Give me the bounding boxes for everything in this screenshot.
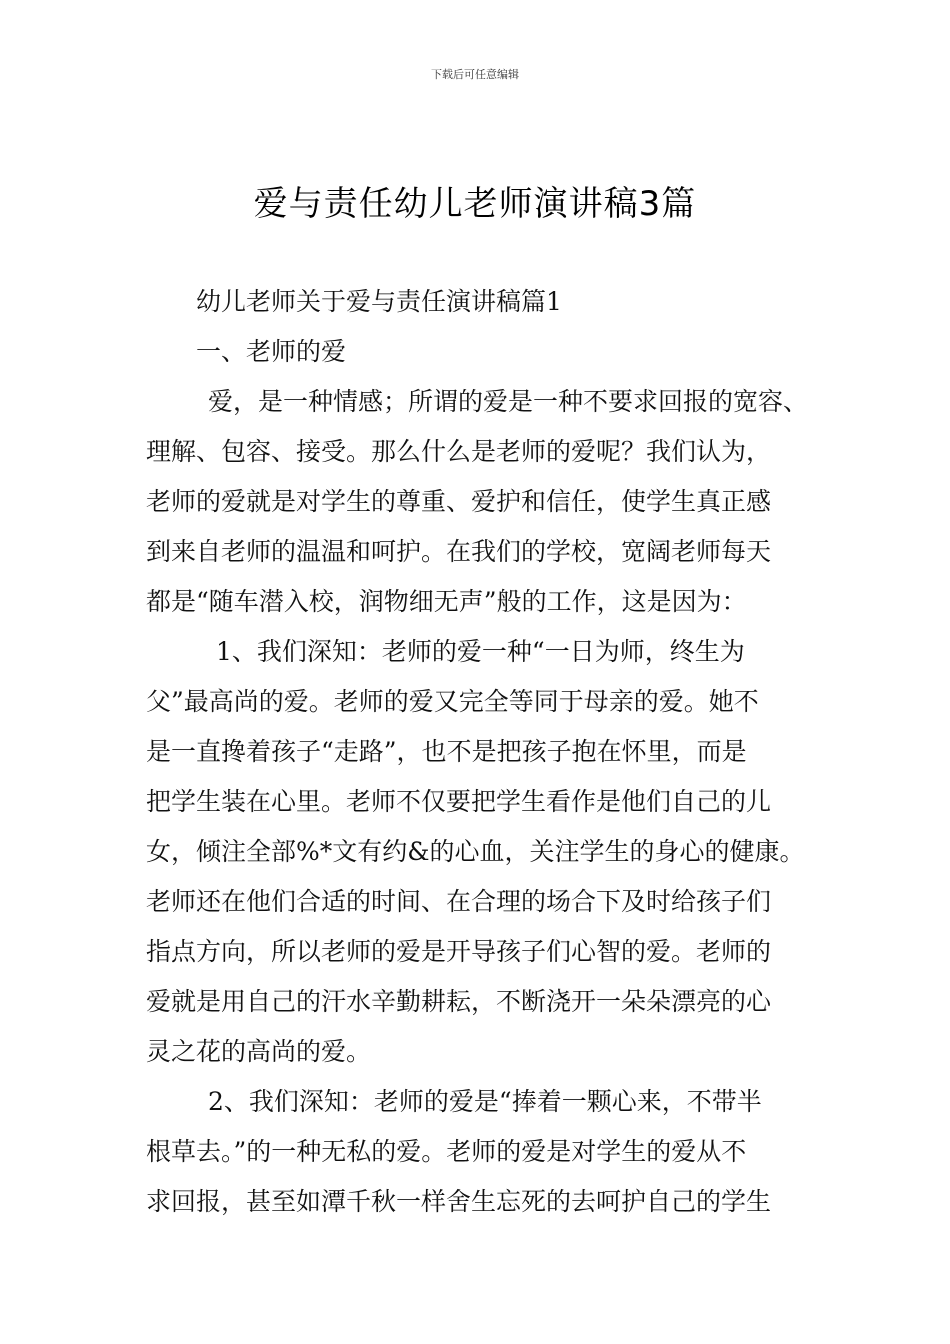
paragraph-line: 根草去。”的一种无私的爱。老师的爱是对学生的爱从不 (146, 1137, 747, 1166)
paragraph-line: 爱就是用自己的汗水辛勤耕耘，不断浇开一朵朵漂亮的心 (146, 987, 772, 1016)
paragraph-line: 理解、包容、接受。那么什么是老师的爱呢？我们认为， (146, 437, 772, 466)
header-note: 下载后可任意编辑 (431, 68, 519, 81)
paragraph-line: 把学生装在心里。老师不仅要把学生看作是他们自己的儿 (146, 787, 772, 816)
paragraph-line: 指点方向，所以老师的爱是开导孩子们心智的爱。老师的 (146, 937, 772, 966)
paragraph-line: 老师还在他们合适的时间、在合理的场合下及时给孩子们 (146, 887, 772, 916)
paragraph-line: 老师的爱就是对学生的尊重、爱护和信任，使学生真正感 (146, 487, 772, 516)
section-heading: 幼儿老师关于爱与责任演讲稿篇1 (196, 287, 562, 316)
paragraph-line: 2、我们深知：老师的爱是“捧着一颗心来，不带半 (208, 1087, 762, 1116)
paragraph-line: 爱，是一种情感；所谓的爱是一种不要求回报的宽容、 (208, 387, 809, 416)
paragraph-line: 父”最高尚的爱。老师的爱又完全等同于母亲的爱。她不 (146, 687, 759, 716)
paragraph-line: 是一直搀着孩子“走路”，也不是把孩子抱在怀里，而是 (146, 737, 747, 766)
paragraph-line: 都是“随车潜入校，润物细无声”般的工作，这是因为： (146, 587, 747, 616)
paragraph-line: 求回报，甚至如潭千秋一样舍生忘死的去呵护自己的学生 (146, 1187, 772, 1216)
paragraph-line: 灵之花的高尚的爱。 (146, 1037, 372, 1066)
subsection-heading: 一、老师的爱 (196, 337, 347, 366)
document-title: 爱与责任幼儿老师演讲稿3篇 (253, 184, 697, 224)
paragraph-line: 1、我们深知：老师的爱一种“一日为师，终生为 (216, 637, 745, 666)
paragraph-line: 女，倾注全部%*文有约&的心血，关注学生的身心的健康。 (146, 837, 805, 866)
paragraph-line: 到来自老师的温温和呵护。在我们的学校，宽阔老师每天 (146, 537, 772, 566)
